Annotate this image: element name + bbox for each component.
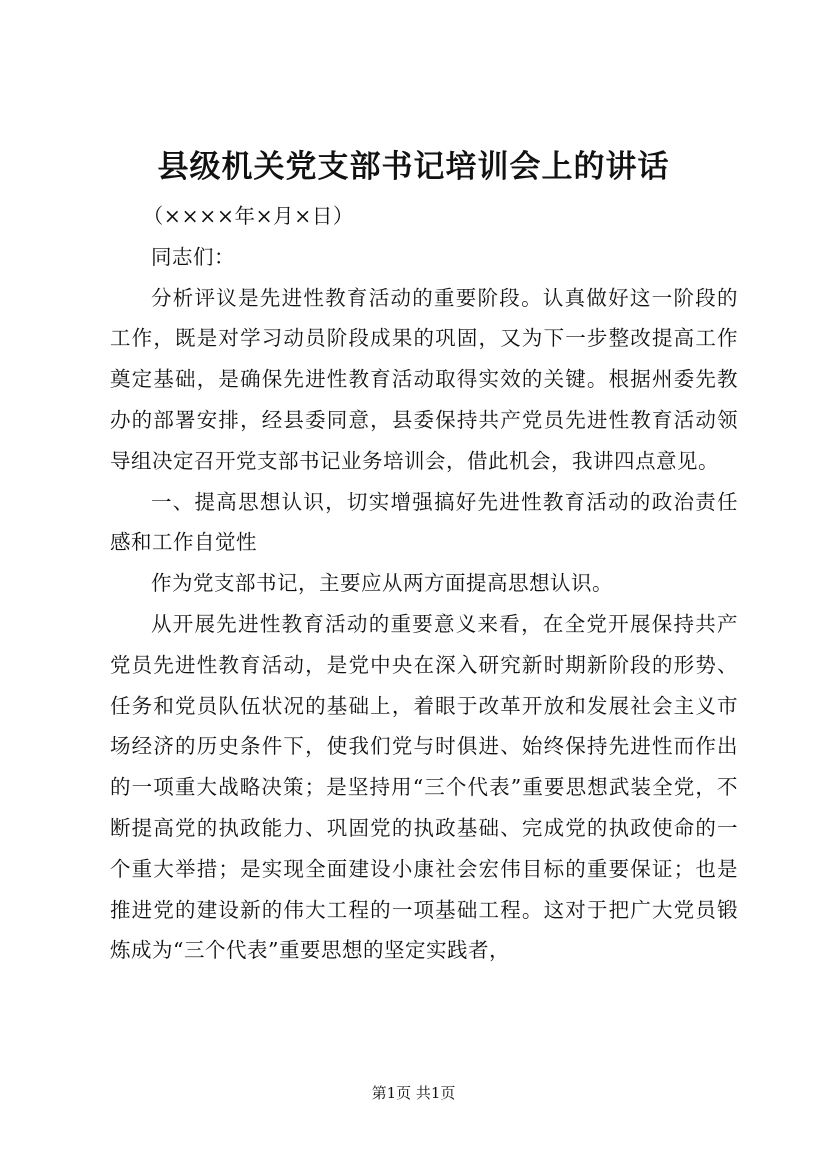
- document-body: [110, 196, 738, 971]
- section-heading: 一、提高思想认识，切实增强搞好先进性教育活动的政治责任感和工作自觉性: [110, 489, 738, 555]
- paragraph: 分析评议是先进性教育活动的重要阶段。认真做好这一阶段的工作，既是对学习动员阶段成果的巩固，又为下一步整改提高工作奠定基础，是确保先进性教育活动取得实效的关键。根据州委先教办的部署安排，经县委同意，县委保持共产党员先进性教育活动领导组决定召开党支部书记业务培训会，借此机会，我讲四点意见。: [110, 285, 738, 473]
- paragraph: 从开展先进性教育活动的重要意义来看，在全党开展保持共产党员先进性教育活动，是党中央在深入研究新时期新阶段的形势、任务和党员队伍状况的基础上，着眼于改革开放和发展社会主义市场经济的历史条件下，使我们党与时俱进、始终保持先进性而作出的一项重大战略决策；是坚持用“三个代表”重要思想武装全党，不断提高党的执政能力、巩固党的执政基础、完成党的执政使命的一个重大举措；是实现全面建设小康社会宏伟目标的重要保证；也是推进党的建设新的伟大工程的一项基础工程。这对于把广大党员锻炼成为“三个代表”重要思想的坚定实践者，: [110, 611, 738, 963]
- greeting: 同志们：: [151, 244, 235, 269]
- document-title: 县级机关党支部书记培训会上的讲话: [157, 149, 670, 185]
- paragraph: 作为党支部书记，主要应从两方面提高思想认识。: [151, 571, 613, 596]
- page-footer: 第1页 共1页: [371, 1084, 456, 1102]
- date-line: （××××年×月×日）: [142, 204, 354, 228]
